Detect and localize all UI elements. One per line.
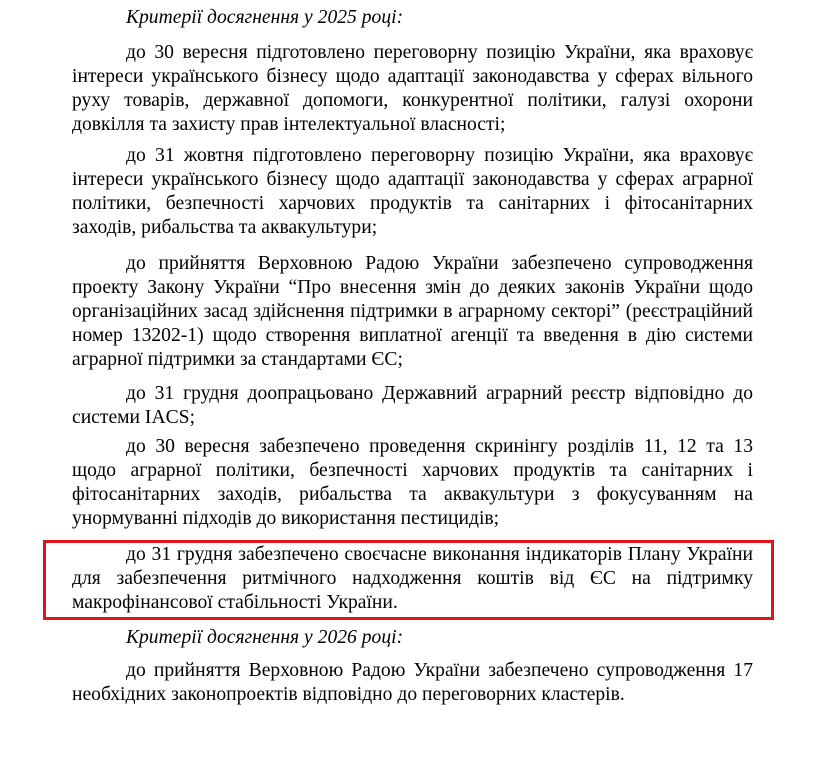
criteria-item-2025-6-highlighted: до 31 грудня забезпечено своєчасне виконання індикаторів Плану України для забезпечення ритмічного надходження коштів від ЄС на підтримку макрофінансової стабільності України.: [72, 544, 753, 613]
criteria-item-2025-4: до 31 грудня доопрацьовано Державний аграрний реєстр відповідно до системи IACS;: [72, 383, 753, 428]
criteria-heading-2026: Критерії досягнення у 2026 році:: [126, 627, 404, 648]
criteria-item-2025-5: до 30 вересня забезпечено проведення скринінгу розділів 11, 12 та 13 щодо аграрної політики, безпечності харчових продуктів та санітарних і фітосанітарних заходів, рибальства та аквакультури з фокусуванням на унормуванні підходів до використання пестицидів;: [72, 436, 753, 529]
criteria-item-2025-2: до 31 жовтня підготовлено переговорну позицію України, яка враховує інтереси українського бізнесу щодо адаптації законодавства у сферах аграрної політики, безпечності харчових продуктів та санітарних і фітосанітарних заходів, рибальства та аквакультури;: [72, 145, 753, 238]
criteria-item-2026-1: до прийняття Верховною Радою України забезпечено супроводження 17 необхідних законопроектів відповідно до переговорних кластерів.: [72, 660, 753, 705]
criteria-item-2025-1: до 30 вересня підготовлено переговорну позицію України, яка враховує інтереси українського бізнесу щодо адаптації законодавства у сферах вільного руху товарів, державної допомоги, конкурентної політики, галузі охорони довкілля та захисту прав інтелектуальної власності;: [72, 42, 753, 135]
criteria-heading-2025: Критерії досягнення у 2025 році:: [126, 7, 404, 28]
criteria-item-2025-3: до прийняття Верховною Радою України забезпечено супроводження проекту Закону України “Про внесення змін до деяких законів України щодо організаційних засад здійснення підтримки в аграрному секторі” (реєстраційний номер 13202-1) щодо створення виплатної агенції та введення в дію системи аграрної підтримки за стандартами ЄС;: [72, 253, 753, 370]
